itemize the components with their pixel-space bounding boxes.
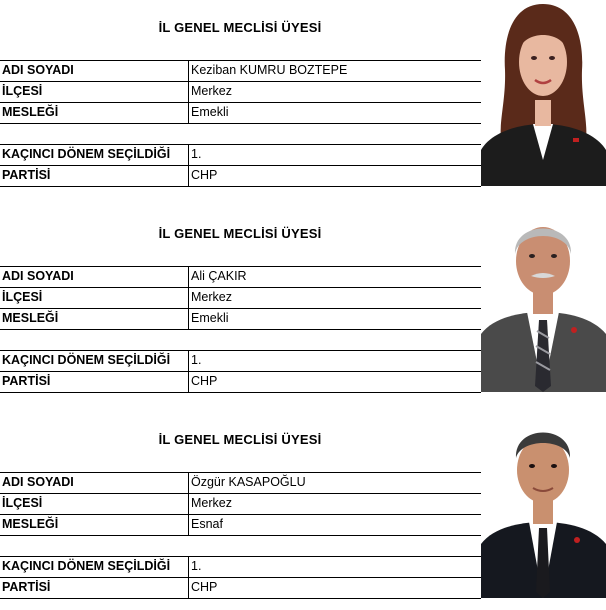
row-district [0, 287, 481, 308]
label-term: KAÇINCI DÖNEM SEÇİLDİĞİ [2, 353, 171, 367]
row-term [0, 556, 481, 577]
member-photo [481, 0, 606, 186]
row-term [0, 350, 481, 371]
member-card [0, 206, 606, 392]
label-party: PARTİSİ [2, 580, 51, 594]
label-party: PARTİSİ [2, 374, 51, 388]
value-party: CHP [191, 580, 218, 594]
value-name: Ali ÇAKIR [191, 269, 247, 283]
label-name: ADI SOYADI [2, 63, 74, 77]
column-divider [188, 472, 189, 535]
row-profession [0, 102, 481, 124]
label-term: KAÇINCI DÖNEM SEÇİLDİĞİ [2, 147, 171, 161]
member-card [0, 0, 606, 186]
label-profession: MESLEĞİ [2, 311, 59, 325]
label-profession: MESLEĞİ [2, 105, 59, 119]
value-profession: Emekli [191, 105, 229, 119]
value-term: 1. [191, 147, 202, 161]
row-profession [0, 308, 481, 330]
column-divider [188, 266, 189, 329]
column-divider [188, 350, 189, 392]
row-profession [0, 514, 481, 536]
value-term: 1. [191, 353, 202, 367]
row-party [0, 165, 481, 187]
value-profession: Esnaf [191, 517, 223, 531]
value-name: Keziban KUMRU BOZTEPE [191, 63, 348, 77]
card-heading: İL GENEL MECLİSİ ÜYESİ [158, 432, 322, 447]
row-term [0, 144, 481, 165]
card-heading: İL GENEL MECLİSİ ÜYESİ [158, 20, 322, 35]
label-district: İLÇESİ [2, 496, 43, 510]
value-district: Merkez [191, 496, 232, 510]
column-divider [188, 556, 189, 598]
label-district: İLÇESİ [2, 290, 43, 304]
column-divider [188, 60, 189, 123]
row-district [0, 493, 481, 514]
member-card [0, 412, 606, 598]
column-divider [188, 144, 189, 186]
member-photo [481, 206, 606, 392]
value-party: CHP [191, 168, 218, 182]
value-party: CHP [191, 374, 218, 388]
card-heading: İL GENEL MECLİSİ ÜYESİ [158, 226, 322, 241]
portrait-man-icon [481, 206, 606, 392]
row-name [0, 266, 481, 287]
portrait-woman-icon [481, 0, 606, 186]
value-term: 1. [191, 559, 202, 573]
portrait-man-icon [481, 412, 606, 598]
label-profession: MESLEĞİ [2, 517, 59, 531]
value-district: Merkez [191, 84, 232, 98]
label-party: PARTİSİ [2, 168, 51, 182]
row-party [0, 371, 481, 393]
row-name [0, 472, 481, 493]
label-name: ADI SOYADI [2, 475, 74, 489]
row-name [0, 60, 481, 81]
label-name: ADI SOYADI [2, 269, 74, 283]
row-party [0, 577, 481, 599]
value-district: Merkez [191, 290, 232, 304]
row-district [0, 81, 481, 102]
label-term: KAÇINCI DÖNEM SEÇİLDİĞİ [2, 559, 171, 573]
value-profession: Emekli [191, 311, 229, 325]
member-photo [481, 412, 606, 598]
value-name: Özgür KASAPOĞLU [191, 475, 306, 489]
label-district: İLÇESİ [2, 84, 43, 98]
